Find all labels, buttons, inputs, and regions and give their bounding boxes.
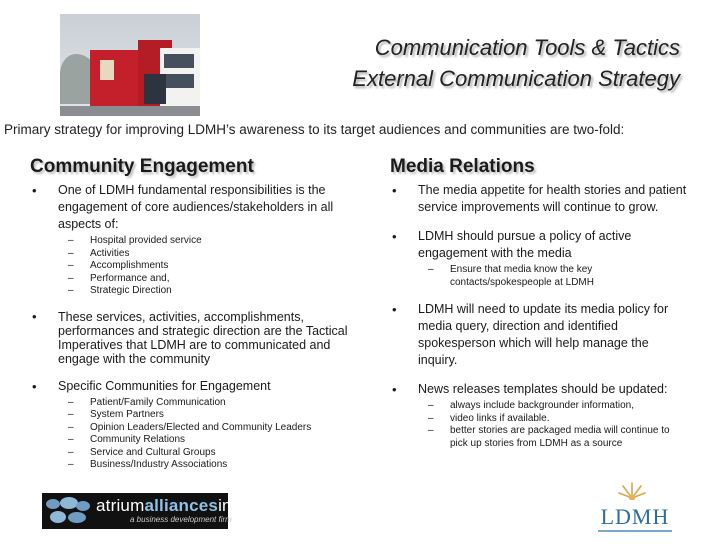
list-item: • LDMH will need to update its media policy for media query, direction and identified spokesperson which will help manage the inquiry. [390,301,690,369]
list-item: • These services, activities, accomplishments, performances and strategic direction are the Tactical Imperatives that LDMH are to communicated and engage with the community [30,310,360,366]
list-item: • LDMH should pursue a policy of active engagement with the media – Ensure that media know the key contacts/spokespeople at LDMH [390,228,690,289]
slide-title [352,32,680,94]
atrium-alliances-logo: atriumalliancesinc a business development firm [42,493,228,529]
sub-list-item: – Hospital provided service [58,235,360,248]
title-line-2: External Communication Strategy [352,66,680,91]
media-relations-heading: Media Relations [390,156,535,177]
atrium-mark-icon [46,497,92,525]
media-relations-column [390,156,690,456]
sub-list-item: – Performance and, [58,273,360,286]
sub-list-item: – Service and Cultural Groups [58,447,360,460]
sub-list-item: – video links if available. [418,413,690,426]
sunburst-icon [618,480,646,500]
community-engagement-column [30,156,360,478]
list-item: • One of LDMH fundamental responsibilities is the engagement of core audiences/stakeholders in all aspects of: – Hospital provided service – Activities – Accomplishments – Performance and, – Strategic Direction [30,182,360,298]
ldmh-logo [592,478,678,538]
ldmh-wordmark: LDMH [600,504,670,529]
sub-list-item: – Strategic Direction [58,285,360,298]
hospital-building-photo [60,14,200,116]
list-item: • The media appetite for health stories and patient service improvements will continue to grow. [390,182,690,216]
sub-list-item: – Activities [58,248,360,261]
sub-list-item: – Business/Industry Associations [58,459,360,472]
sub-list-item: – Community Relations [58,434,360,447]
atrium-tagline: a business development firm [130,515,232,524]
sub-list-item: – better stories are packaged media will continue to pick up stories from LDMH as a source [418,425,690,450]
sub-list-item: – Accomplishments [58,260,360,273]
list-item: • Specific Communities for Engagement – Patient/Family Communication – System Partners – Opinion Leaders/Elected and Community Leaders – Community Relations – Service and Cultural Groups – Business/Industry Associations [30,378,360,472]
sub-list-item: – Opinion Leaders/Elected and Community Leaders [58,422,360,435]
sub-list-item: – Ensure that media know the key contacts/spokespeople at LDMH [418,264,690,289]
community-engagement-heading: Community Engagement [30,156,254,177]
sub-list-item: – Patient/Family Communication [58,397,360,410]
title-line-1: Communication Tools & Tactics [374,35,680,60]
list-item: • News releases templates should be updated: – always include backgrounder information, – video links if available. – better stories are packaged media will continue to pick up stories from LDMH as a source [390,381,690,450]
sub-list-item: – always include backgrounder information, [418,400,690,413]
intro-text: Primary strategy for improving LDMH’s awareness to its target audiences and communities are two-fold: [4,122,625,137]
sub-list-item: – System Partners [58,409,360,422]
